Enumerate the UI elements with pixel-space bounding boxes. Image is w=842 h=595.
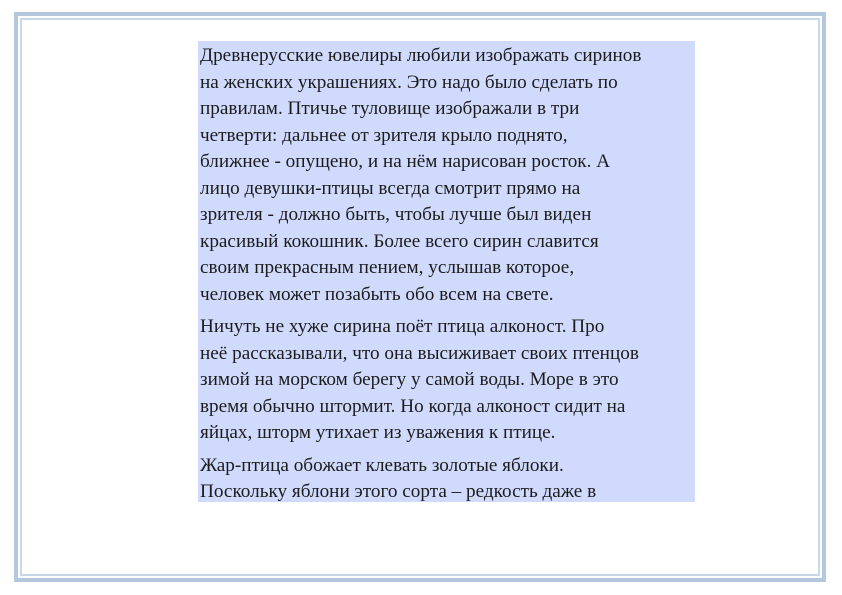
paragraph-sirin: Древнерусские ювелиры любили изображать сиринов на женских украшениях. Это надо было сделать по правилам. Птичье туловище изображали в три четверти: дальнее от зрителя крыло поднято, ближнее - опущено, и на нём нарисован росток. А лицо девушки-птицы всегда смотрит прямо на зрителя - должно быть, чтобы лучше был виден красивый кокошник. Более всего сирин славится своим прекрасным пением, услышав которое, человек может позабыть обо всем на свете. [200,45,642,305]
paragraph-alkonost: Ничуть не хуже сирина поёт птица алконост. Про неё рассказывали, что она высиживает своих птенцов зимой на морском берегу у самой воды. Море в это время обычно штормит. Но когда алконост сидит на яйцах, шторм утихает из уважения к птице. [200,316,639,443]
text-box [198,41,695,502]
paragraph-zhar-ptitsa: Жар-птица обожает клевать золотые яблоки. Поскольку яблони этого сорта – редкость даже в [200,454,597,502]
